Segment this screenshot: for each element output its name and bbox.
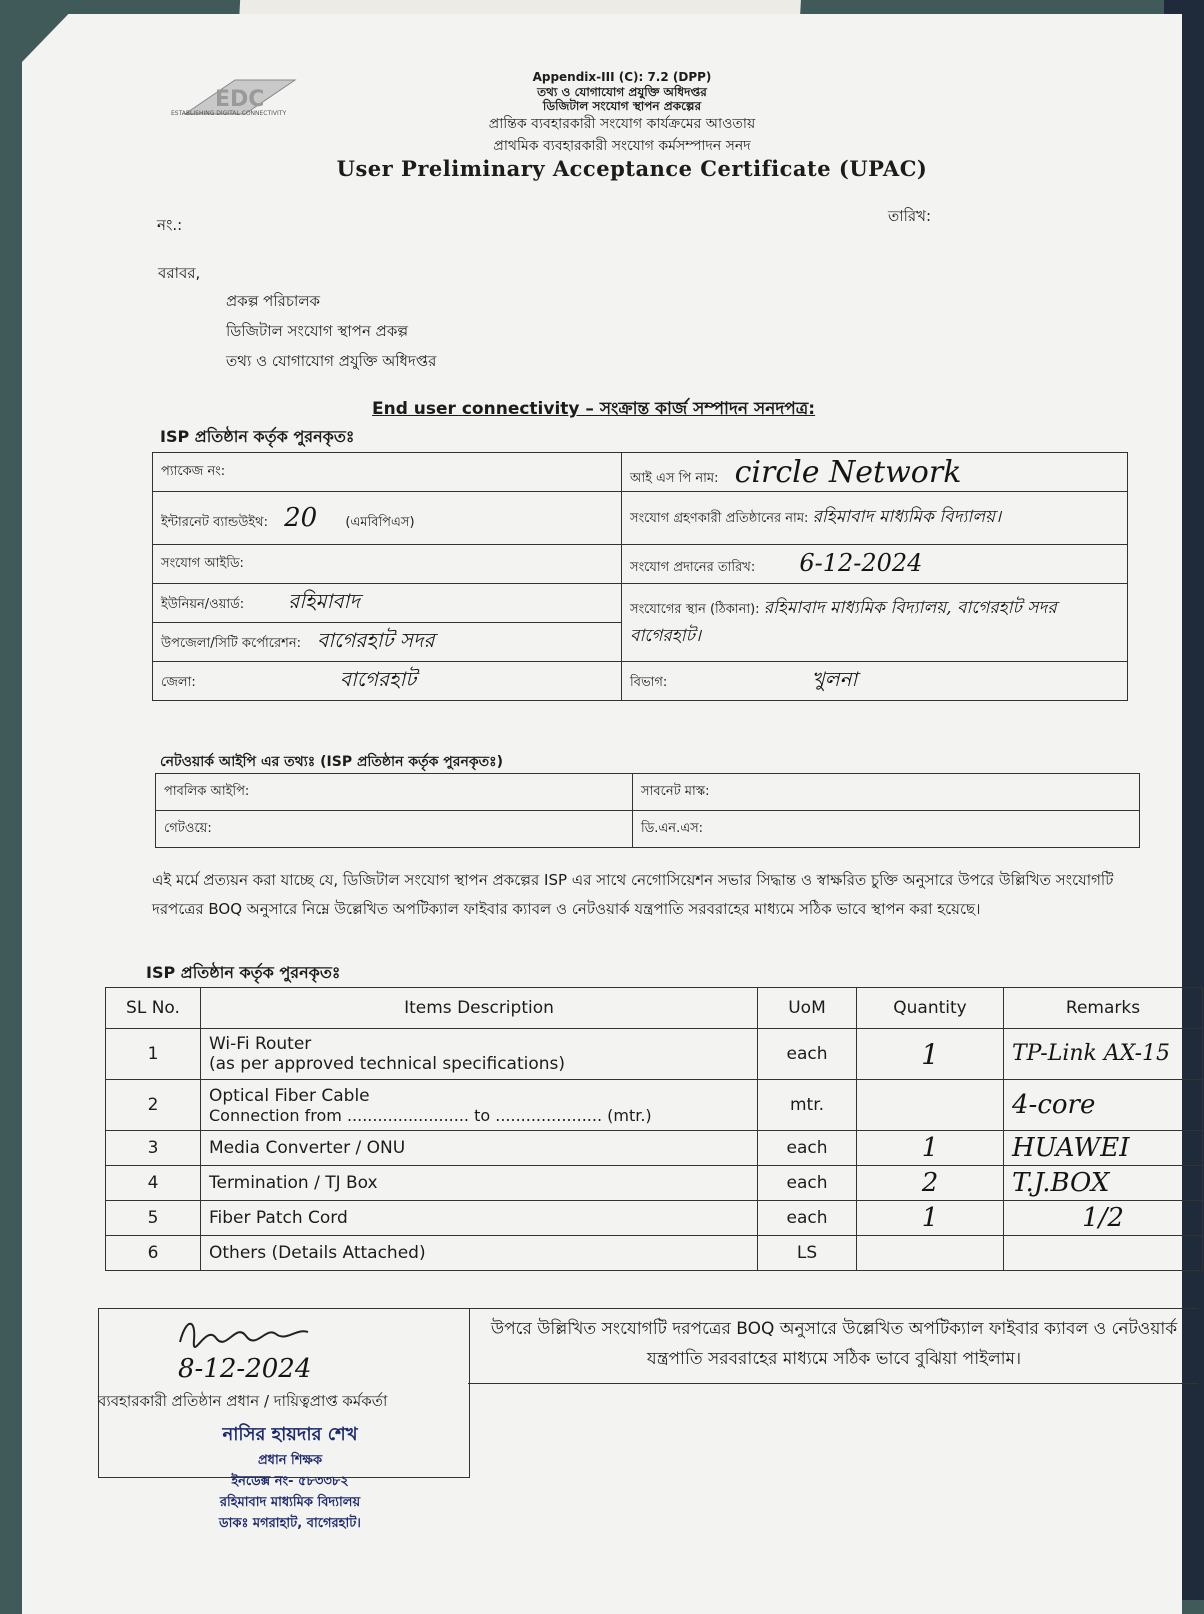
row-sl: 6 — [106, 1236, 201, 1271]
row-desc-main: Wi-Fi Router — [209, 1034, 312, 1054]
isp-name-value: circle Network — [734, 454, 962, 490]
row-uom: each — [758, 1131, 857, 1166]
header-line-1: তথ্য ও যোগাযোগ প্রযুক্তি অধিদপ্তর — [537, 85, 707, 99]
bandwidth-value: 20 — [284, 502, 318, 533]
row-qty: 1 — [857, 1131, 1004, 1166]
col-header-qty: Quantity — [857, 988, 1004, 1029]
location-label: সংযোগের স্থান (ঠিকানা): — [630, 601, 760, 617]
upazila-label: উপজেলা/সিটি কর্পোরেশন: — [161, 635, 302, 651]
row-desc: Media Converter / ONU — [201, 1131, 758, 1166]
isp-name-cell — [622, 453, 1128, 492]
header-line-2: ডিজিটাল সংযোগ স্থাপন প্রকল্পের — [542, 99, 702, 113]
row-sl: 5 — [106, 1201, 201, 1236]
network-info-table — [155, 773, 1140, 848]
logo-caption: ESTABLISHING DIGITAL CONNECTIVITY — [171, 110, 287, 117]
official-stamp — [140, 1420, 440, 1535]
header-line-4: প্রাথমিক ব্যবহারকারী সংযোগ কর্মসম্পাদন সনদ — [493, 138, 751, 154]
row-desc-sub: Connection from ........................ to ..................... (mtr.) — [209, 1105, 652, 1125]
row-uom: each — [758, 1166, 857, 1201]
conn-id-label: সংযোগ আইডি: — [161, 555, 244, 571]
subject-line: End user connectivity – সংক্রান্ত কার্জ সম্পাদন সনদপত্র: — [372, 399, 816, 419]
table-row — [106, 1131, 1203, 1166]
union-value: রহিমাবাদ — [288, 588, 360, 613]
row-remarks: 1/2 — [1004, 1201, 1203, 1236]
receiver-label: সংযোগ গ্রহণকারী প্রতিষ্ঠানের নাম: — [630, 511, 809, 526]
signature-mark — [176, 1316, 316, 1354]
svg-text:EDC: EDC — [215, 87, 265, 112]
division-value: খুলনা — [811, 666, 858, 691]
header-line-3: প্রান্তিক ব্যবহারকারী সংযোগ কার্যক্রমের আওতায় — [488, 116, 756, 132]
stamp-post: ডাকঃ মগরাহাট, বাগেরহাট। — [219, 1516, 361, 1531]
row-desc: Termination / TJ Box — [201, 1166, 758, 1201]
location-cell — [622, 584, 1128, 662]
subnet-cell — [633, 774, 1140, 811]
ref-no-label: নং.: — [157, 216, 183, 234]
isp-name-label: আই এস পি নাম: — [630, 470, 719, 486]
section-label-isp: ISP প্রতিষ্ঠান কর্তৃক পুরনকৃতঃ — [160, 427, 355, 446]
package-no-cell — [153, 453, 622, 492]
row-remarks: HUAWEI — [1004, 1131, 1203, 1166]
address-line: ডিজিটাল সংযোগ স্থাপন প্রকল্প — [226, 322, 409, 340]
receiver-value: রহিমাবাদ মাধ্যমিক বিদ্যালয়। — [812, 507, 1002, 527]
row-qty: 2 — [857, 1166, 1004, 1201]
row-sl: 4 — [106, 1166, 201, 1201]
address-line: প্রকল্প পরিচালক — [226, 292, 321, 310]
package-no-label: প্যাকেজ নং: — [161, 463, 226, 479]
col-header-sl: SL No. — [106, 988, 201, 1029]
table-row — [106, 1201, 1203, 1236]
connection-info-table — [152, 452, 1128, 701]
district-value: বাগেরহাট — [339, 666, 417, 691]
table-row — [106, 1166, 1203, 1201]
table-row — [106, 1236, 1203, 1271]
row-remarks: 4-core — [1004, 1080, 1203, 1131]
district-cell — [153, 662, 622, 701]
row-sl: 3 — [106, 1131, 201, 1166]
row-sl: 1 — [106, 1029, 201, 1080]
col-header-uom: UoM — [758, 988, 857, 1029]
page-title: User Preliminary Acceptance Certificate (UPAC) — [336, 156, 928, 181]
items-table — [105, 987, 1203, 1271]
dns-label: ডি.এন.এস: — [641, 820, 704, 836]
stamp-title: প্রধান শিক্ষক — [257, 1453, 323, 1468]
division-cell — [622, 662, 1128, 701]
row-uom: mtr. — [758, 1080, 857, 1131]
acknowledgement-text: উপরে উল্লিখিত সংযোগটি দরপত্রের BOQ অনুসারে উল্লেখিত অপটিক্যাল ফাইবার ক্যাবল ও নেটওয়ার্ক যন্ত্রপাতি সরবরাহের মাধ্যমে সঠিক ভাবে বুঝিয়া পাইলাম। — [490, 1319, 1178, 1369]
section-label-items: ISP প্রতিষ্ঠান কর্তৃক পুরনকৃতঃ — [146, 963, 341, 982]
row-uom: each — [758, 1201, 857, 1236]
certification-text: এই মর্মে প্রত্যয়ন করা যাচ্ছে যে, ডিজিটাল সংযোগ স্থাপন প্রকল্পের ISP এর সাথে নেগোসিয়েশন সভার সিদ্ধান্ত ও স্বাক্ষরিত চুক্তি অনুসারে উপরে উল্লিখিত সংযোগটি দরপত্রের BOQ অনুসারে নিম্নে উল্লেখিত অপটিক্যাল ফাইবার ক্যাবল ও নেটওয়ার্ক যন্ত্রপাতি সরবরাহের মাধ্যমে সঠিক ভাবে স্থাপন করা হয়েছে। — [152, 871, 1114, 918]
row-uom: each — [758, 1029, 857, 1080]
conn-date-label: সংযোগ প্রদানের তারিখ: — [630, 560, 756, 575]
col-header-desc: Items Description — [201, 988, 758, 1029]
signature-date: 8-12-2024 — [178, 1354, 312, 1384]
bandwidth-label: ইন্টারনেট ব্যান্ডউইথ: — [161, 514, 268, 530]
gateway-label: গেটওয়ে: — [164, 820, 212, 836]
date-label: তারিখ: — [888, 207, 932, 225]
row-qty: 1 — [857, 1029, 1004, 1080]
row-remarks — [1004, 1236, 1203, 1271]
conn-id-cell — [153, 545, 622, 584]
bandwidth-unit: (এমবিপিএস) — [345, 514, 415, 530]
section-label-network: নেটওয়ার্ক আইপি এর তথ্যঃ (ISP প্রতিষ্ঠান কর্তৃক পুরনকৃতঃ) — [160, 754, 504, 770]
address-to: বরাবর, — [158, 264, 201, 282]
signatory-role: ব্যবহারকারী প্রতিষ্ঠান প্রধান / দায়িত্বপ্রাপ্ত কর্মকর্তা — [98, 1392, 388, 1410]
row-qty: 1 — [857, 1201, 1004, 1236]
public-ip-label: পাবলিক আইপি: — [164, 783, 250, 799]
row-remarks: TP-Link AX-15 — [1004, 1029, 1203, 1080]
table-row — [106, 1080, 1203, 1131]
table-row — [106, 1029, 1203, 1080]
items-header-row — [106, 988, 1203, 1029]
row-desc: Others (Details Attached) — [201, 1236, 758, 1271]
location-value: রহিমাবাদ মাধ্যমিক বিদ্যালয়, বাগেরহাট সদর বাগেরহাট। — [630, 597, 1057, 646]
subnet-label: সাবনেট মাস্ক: — [641, 783, 710, 799]
row-sl: 2 — [106, 1080, 201, 1131]
gateway-cell — [156, 811, 633, 848]
row-desc — [201, 1029, 758, 1080]
row-qty — [857, 1080, 1004, 1131]
row-desc — [201, 1080, 758, 1131]
col-header-remarks: Remarks — [1004, 988, 1203, 1029]
row-remarks: T.J.BOX — [1004, 1166, 1203, 1201]
row-desc-main: Optical Fiber Cable — [209, 1085, 370, 1106]
union-cell — [153, 584, 622, 623]
conn-date-cell — [622, 545, 1128, 584]
row-qty — [857, 1236, 1004, 1271]
district-label: জেলা: — [161, 674, 196, 690]
upazila-cell — [153, 623, 622, 662]
bandwidth-cell — [153, 492, 622, 545]
union-label: ইউনিয়ন/ওয়ার্ড: — [161, 596, 245, 612]
row-uom: LS — [758, 1236, 857, 1271]
receiver-cell — [622, 492, 1128, 545]
appendix-ref: Appendix-III (C): 7.2 (DPP) — [532, 70, 712, 84]
conn-date-value: 6-12-2024 — [799, 549, 923, 577]
upazila-value: বাগেরহাট সদর — [317, 627, 435, 652]
stamp-index: ইনডেক্স নং- ৫৮৩৩৮২ — [231, 1474, 349, 1489]
address-line: তথ্য ও যোগাযোগ প্রযুক্তি অধিদপ্তর — [226, 352, 437, 370]
public-ip-cell — [156, 774, 633, 811]
stamp-name: নাসির হায়দার শেখ — [222, 1424, 358, 1445]
division-label: বিভাগ: — [630, 674, 668, 690]
row-desc: Fiber Patch Cord — [201, 1201, 758, 1236]
dns-cell — [633, 811, 1140, 848]
stamp-school: রহিমাবাদ মাধ্যমিক বিদ্যালয় — [219, 1495, 361, 1510]
row-desc-sub: (as per approved technical specifications) — [209, 1054, 566, 1074]
